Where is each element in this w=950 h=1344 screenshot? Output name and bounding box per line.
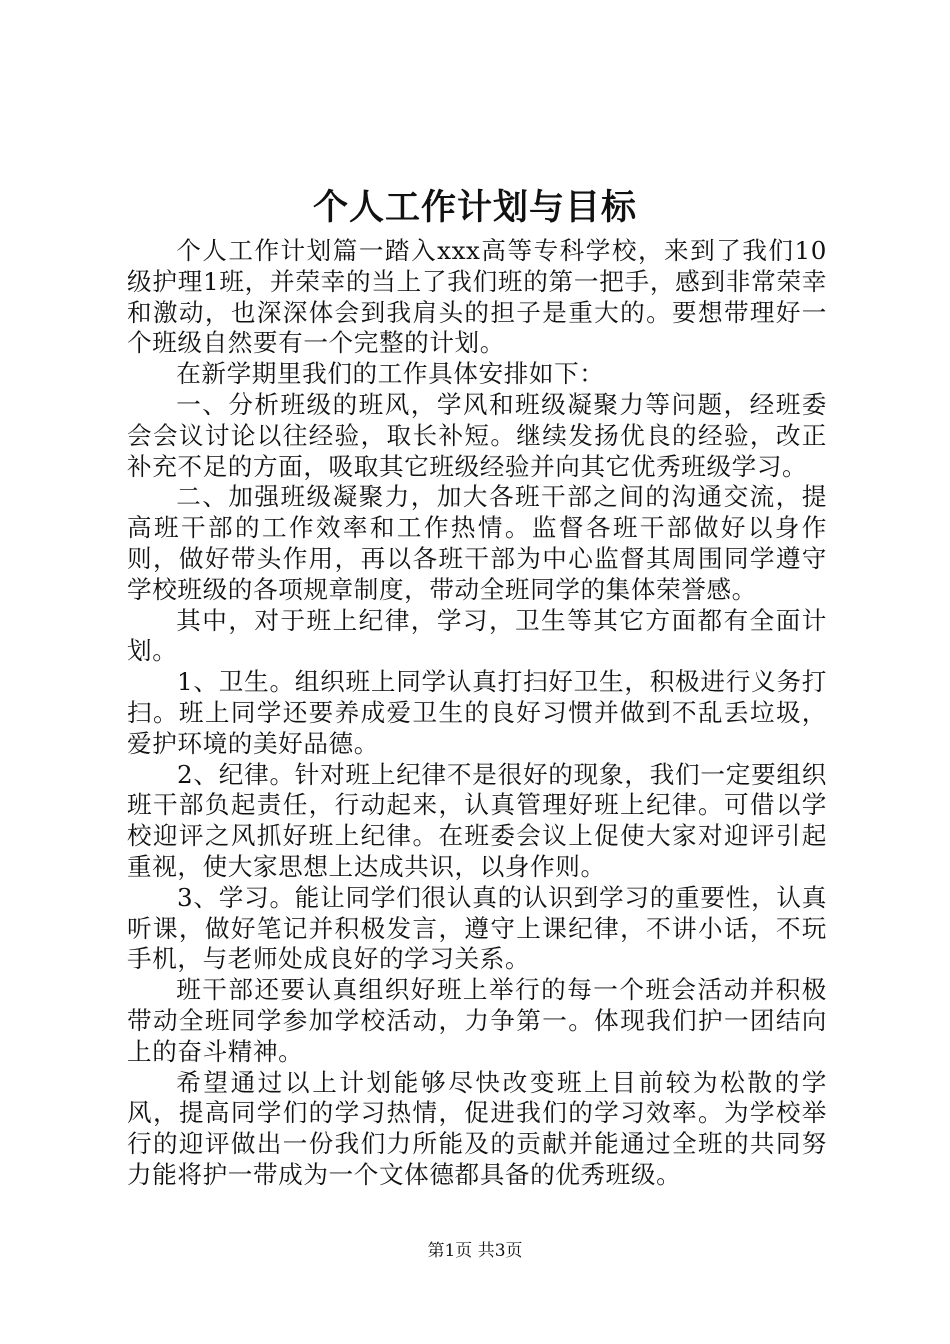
paragraph-class-activities: 班干部还要认真组织好班上举行的每一个班会活动并积极带动全班同学参加学校活动，力争第一。体现我们护一团结向上的奋斗精神。: [127, 975, 827, 1066]
paragraph-item-one: 一、分析班级的班风，学风和班级凝聚力等问题，经班委会会议讨论以往经验，取长补短。继续发扬优良的经验，改正补充不足的方面，吸取其它班级经验并向其它优秀班级学习。: [127, 389, 827, 481]
paragraph-item-two: 二、加强班级凝聚力，加大各班干部之间的沟通交流，提高班干部的工作效率和工作热情。监督各班干部做好以身作则，做好带头作用，再以各班干部为中心监督其周围同学遵守学校班级的各项规章制度，带动全班同学的集体荣誉感。: [127, 482, 827, 604]
paragraph-discipline: 2、纪律。针对班上纪律不是很好的现象，我们一定要组织班干部负起责任，行动起来，认真管理好班上纪律。可借以学校迎评之风抓好班上纪律。在班委会议上促使大家对迎评引起重视，使大家思想上达成共识，以身作则。: [127, 759, 827, 881]
paragraph-arrangement: 在新学期里我们的工作具体安排如下：: [176, 359, 605, 389]
paragraph-overall-plan: 其中，对于班上纪律，学习，卫生等其它方面都有全面计划。: [127, 605, 827, 666]
paragraph-intro: 个人工作计划篇一踏入xxx高等专科学校，来到了我们10级护理1班，并荣幸的当上了我们班的第一把手，感到非常荣幸和激动，也深深体会到我肩头的担子是重大的。要想带理好一个班级自然要有一个完整的计划。: [127, 236, 827, 358]
paragraph-study: 3、学习。能让同学们很认真的认识到学习的重要性，认真听课，做好笔记并积极发言，遵守上课纪律，不讲小话，不玩手机，与老师处成良好的学习关系。: [127, 882, 827, 974]
paragraph-conclusion: 希望通过以上计划能够尽快改变班上目前较为松散的学风，提高同学们的学习热情，促进我们的学习效率。为学校举行的迎评做出一份我们力所能及的贡献并能通过全班的共同努力能将护一带成为一个文体德都具备的优秀班级。: [127, 1067, 827, 1189]
document-body: [127, 236, 827, 1191]
document-title: 个人工作计划与目标: [312, 187, 637, 228]
page-indicator: 第1页 共3页: [427, 1241, 523, 1261]
paragraph-hygiene: 1、卫生。组织班上同学认真打扫好卫生，积极进行义务打扫。班上同学还要养成爱卫生的良好习惯并做到不乱丢垃圾，爱护环境的美好品德。: [127, 667, 827, 758]
